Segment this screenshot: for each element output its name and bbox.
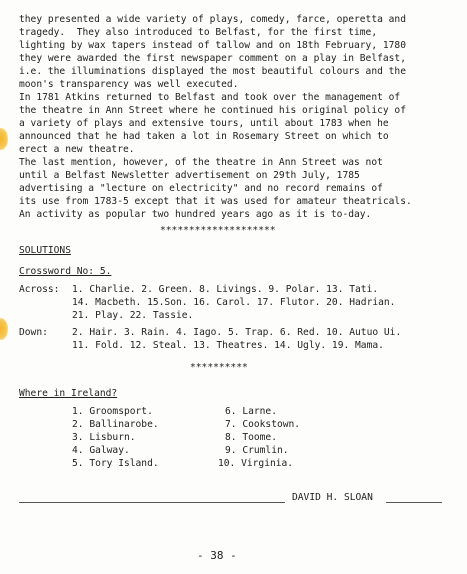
body-line: The last mention, however, of the theatre in Ann Street was not <box>19 157 383 168</box>
ireland-answer: 6. Larne. <box>225 406 277 417</box>
separator-asterisks: ********** <box>190 362 248 373</box>
body-line: announced that he had taken a lot in Rosemary Street on which to <box>19 131 389 142</box>
body-line: In 1781 Atkins returned to Belfast and took over the management of <box>19 92 401 103</box>
ireland-answer: 3. Lisburn. <box>72 432 136 443</box>
body-line: until a Belfast Newsletter advertisement on 29th July, 1785 <box>19 170 360 181</box>
body-line: tragedy. They also introduced to Belfast, for the first time, <box>19 27 378 38</box>
punch-hole-stain <box>0 318 8 340</box>
body-line: moon's transparency was well executed. <box>19 79 239 90</box>
ireland-answer: 7. Cookstown. <box>225 419 301 430</box>
across-line: 14. Macbeth. 15.Son. 16. Carol. 17. Flutor. 20. Hadrian. <box>72 297 396 308</box>
punch-hole-stain <box>0 128 8 150</box>
down-label: Down: <box>19 327 48 338</box>
down-line: 2. Hair. 3. Rain. 4. Iago. 5. Trap. 6. Red. 10. Autuo Ui. <box>72 327 402 338</box>
ireland-answer: 10. Virginia. <box>218 458 294 469</box>
body-line: lighting by wax tapers instead of tallow and on 18th February, 1780 <box>19 40 406 51</box>
across-line: 1. Charlie. 2. Green. 8. Livings. 9. Polar. 13. Tati. <box>72 284 379 295</box>
signature: DAVID H. SLOAN <box>292 492 373 503</box>
ireland-answer: 1. Groomsport. <box>72 406 153 417</box>
body-line: its use from 1783-5 except that it was used for amateur theatricals. <box>19 196 412 207</box>
body-line: i.e. the illuminations displayed the most beautiful colours and the <box>19 66 406 77</box>
page-number: - 38 - <box>197 549 237 562</box>
ireland-answer: 9. Crumlin. <box>225 445 289 456</box>
ireland-answer: 2. Ballinarobe. <box>72 419 159 430</box>
ireland-answer: 5. Tory Island. <box>72 458 159 469</box>
signature-rule-left <box>19 502 285 503</box>
solutions-heading: SOLUTIONS <box>19 245 71 256</box>
crossword-heading: Crossword No: 5. <box>19 266 112 277</box>
ireland-answer: 4. Galway. <box>72 445 130 456</box>
body-line: the theatre in Ann Street where he continued his original policy of <box>19 105 406 116</box>
body-line: they were awarded the first newspaper comment on a play in Belfast, <box>19 53 406 64</box>
body-line: a variety of plays and extensive tours, until about 1783 when he <box>19 118 389 129</box>
signature-rule-right <box>386 502 442 503</box>
ireland-answer: 8. Toome. <box>225 432 277 443</box>
down-line: 11. Fold. 12. Steal. 13. Theatres. 14. Ugly. 19. Mama. <box>72 340 384 351</box>
ireland-heading: Where in Ireland? <box>19 388 118 399</box>
body-line: they presented a wide variety of plays, comedy, farce, operetta and <box>19 14 406 25</box>
across-label: Across: <box>19 284 60 295</box>
separator-asterisks: ******************** <box>160 225 276 236</box>
body-line: An activity as popular two hundred years ago as it is to-day. <box>19 209 372 220</box>
body-line: advertising a "lecture on electricity" and no record remains of <box>19 183 383 194</box>
across-line: 21. Play. 22. Tassie. <box>72 310 194 321</box>
body-line: erect a new theatre. <box>19 144 135 155</box>
